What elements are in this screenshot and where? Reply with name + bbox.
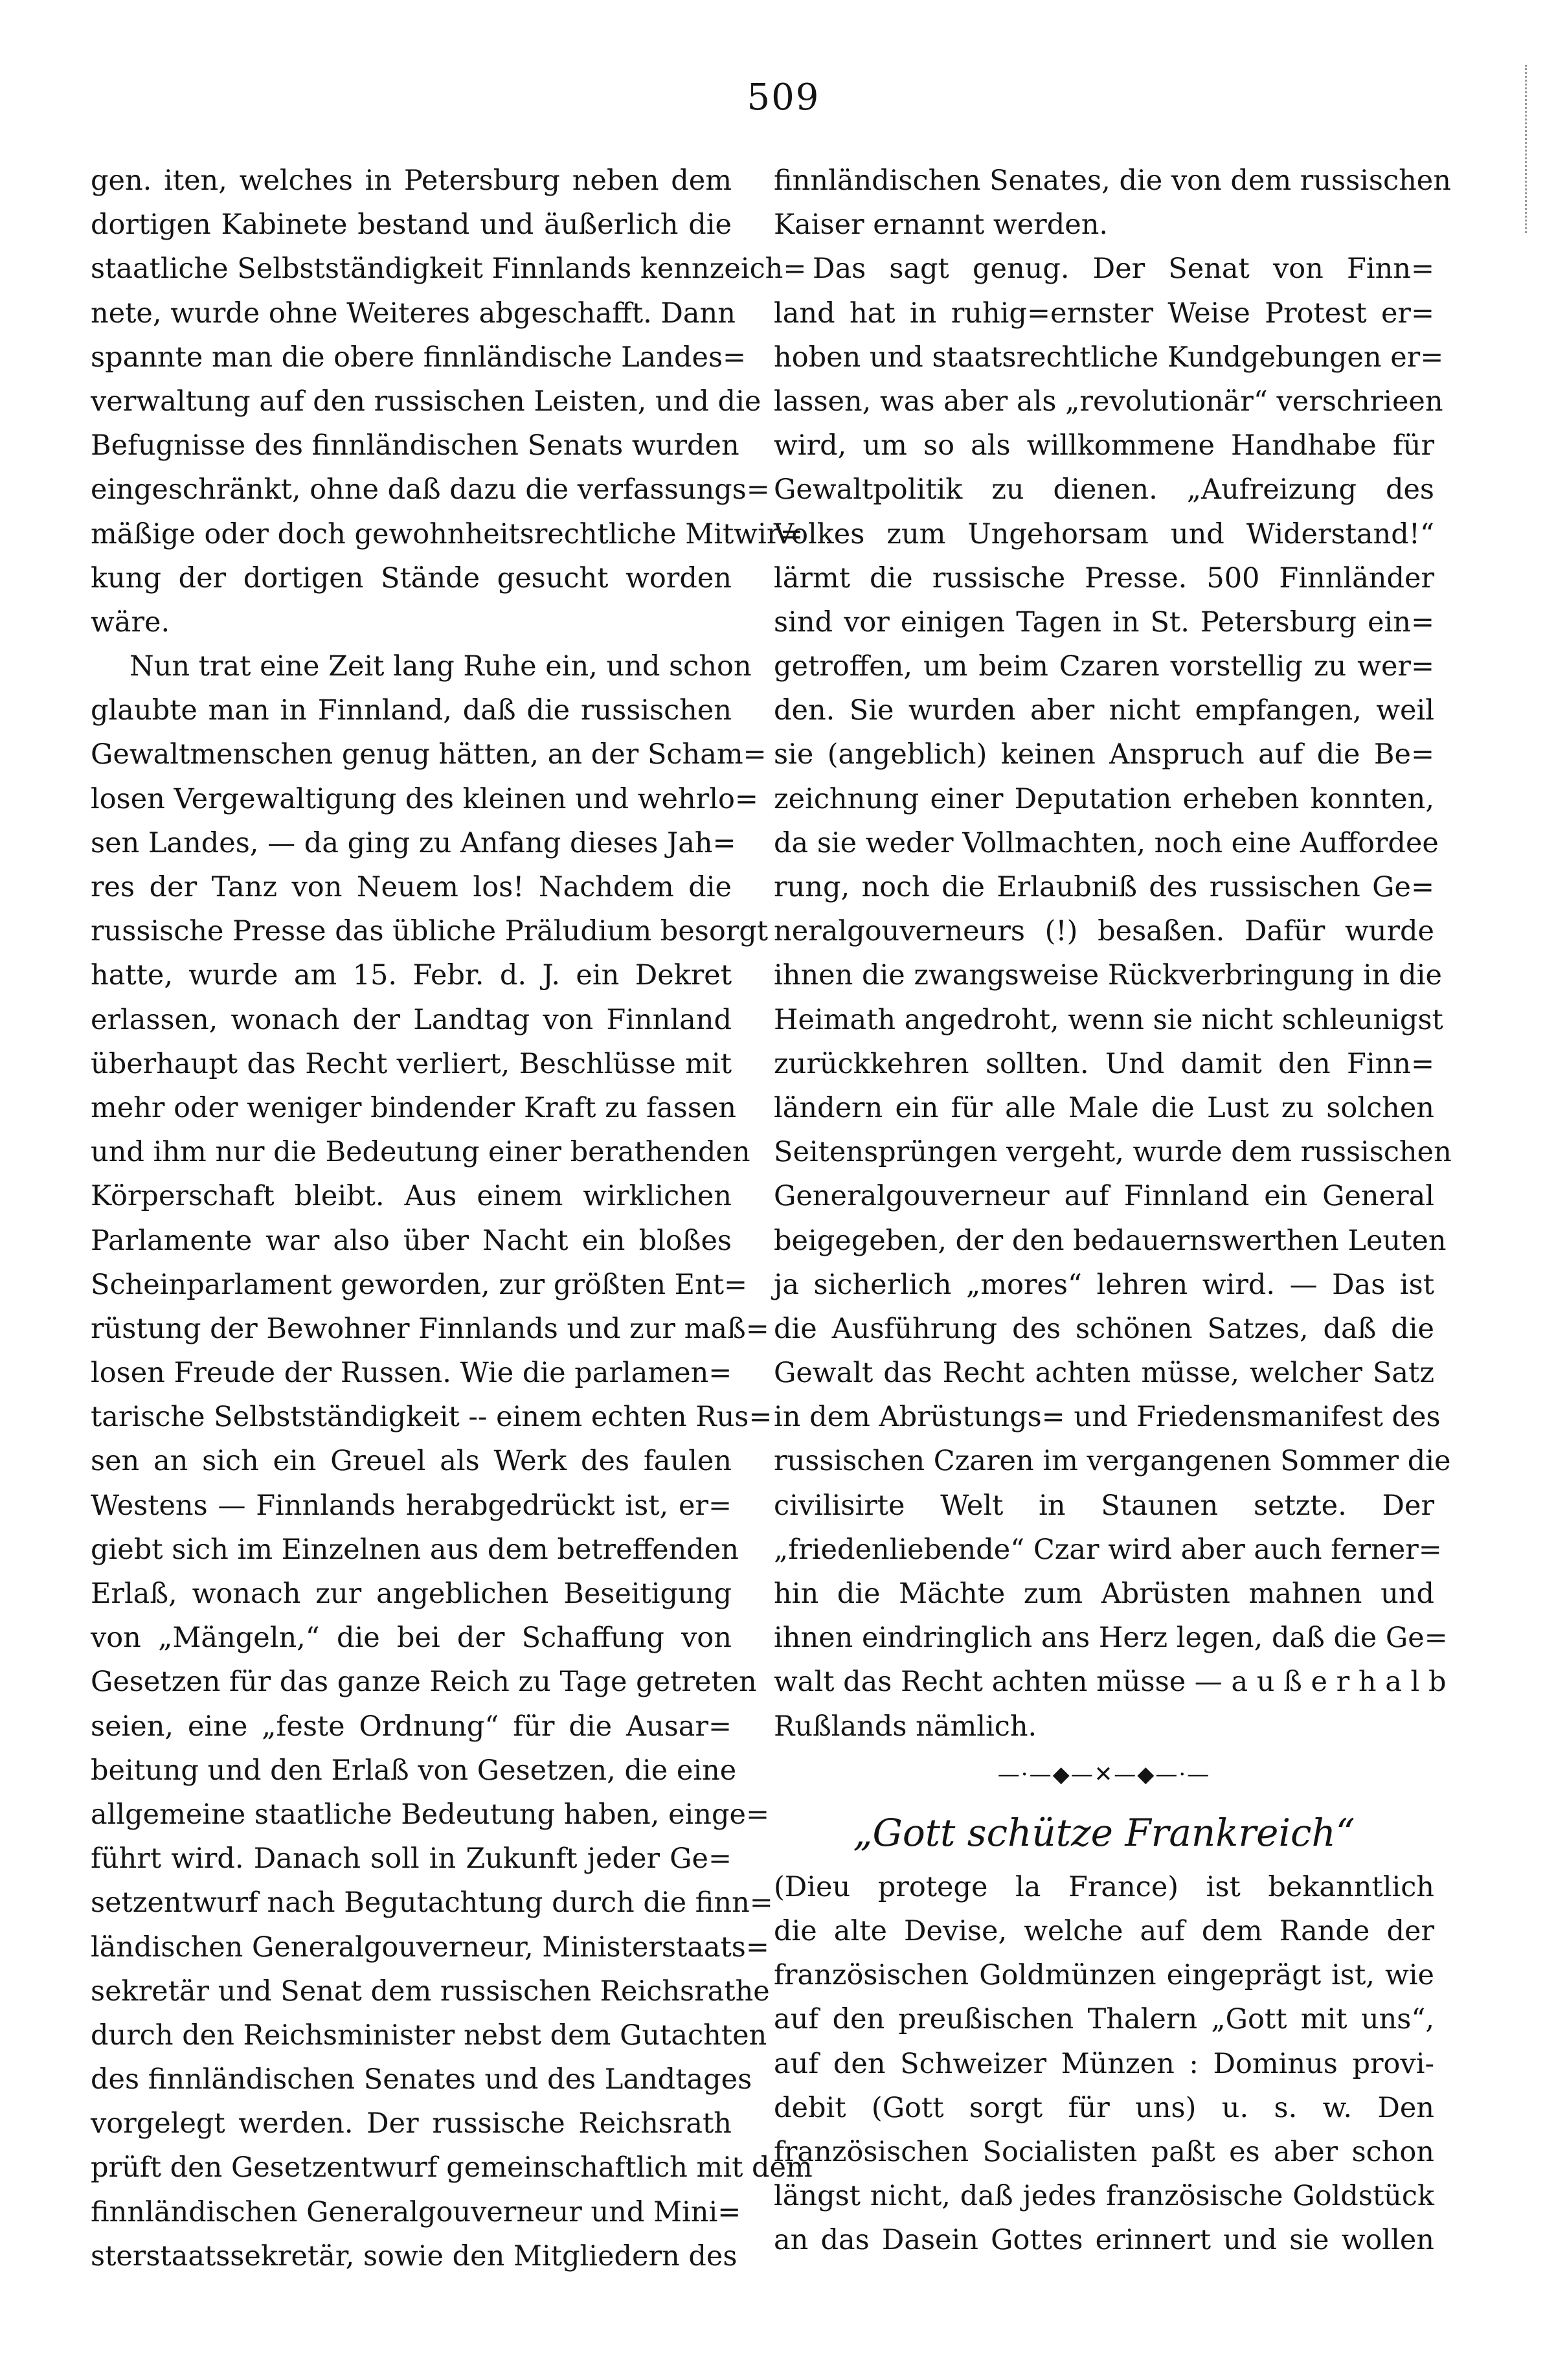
text-line: vorgelegt werden. Der russische Reichsrath bbox=[91, 2107, 732, 2140]
text-line: Parlamente war also über Nacht ein bloßes bbox=[91, 1224, 732, 1257]
text-line: durch den Reichsminister nebst dem Gutachten bbox=[91, 2019, 767, 2052]
text-line: Befugnisse des finnländischen Senats wurden bbox=[91, 429, 739, 462]
text-line: Kaiser ernannt werden. bbox=[774, 209, 1109, 242]
text-line: die Ausführung des schönen Satzes, daß die bbox=[774, 1312, 1434, 1345]
text-line: neralgouverneurs (!) besaßen. Dafür wurde bbox=[774, 915, 1434, 948]
text-line: Rußlands nämlich. bbox=[774, 1710, 1037, 1743]
text-line: Das sagt genug. Der Senat von Finn= bbox=[813, 253, 1434, 286]
text-line: den. Sie wurden aber nicht empfangen, weil bbox=[774, 694, 1434, 727]
text-line: spannte man die obere finnländische Landes= bbox=[91, 341, 747, 374]
text-line: und ihm nur die Bedeutung einer berathenden bbox=[91, 1136, 750, 1169]
text-line: ja sicherlich „mores“ lehren wird. — Das ist bbox=[774, 1268, 1434, 1301]
right-column-body-after bbox=[774, 1865, 1434, 2263]
text-line: des finnländischen Senates und des Landtages bbox=[91, 2063, 752, 2096]
text-line: da sie weder Vollmachten, noch eine Auffordee bbox=[774, 826, 1439, 859]
text-line: Heimath angedroht, wenn sie nicht schleunigst bbox=[774, 1003, 1443, 1036]
text-line: (Dieu protege la France) ist bekanntlich bbox=[774, 1870, 1434, 1903]
text-line: Erlaß, wonach zur angeblichen Beseitigung bbox=[91, 1578, 732, 1610]
section-divider-ornament: —·—◆—✕—◆—·— bbox=[997, 1761, 1211, 1787]
text-line: auf den preußischen Thalern „Gott mit uns“, bbox=[774, 2003, 1434, 2036]
text-line: kung der dortigen Stände gesucht worden bbox=[91, 561, 732, 595]
text-line: Volkes zum Ungehorsam und Widerstand!“ bbox=[774, 517, 1434, 550]
text-line: französischen Goldmünzen eingeprägt ist, wie bbox=[774, 1959, 1434, 1992]
text-line: Gesetzen für das ganze Reich zu Tage getreten bbox=[91, 1666, 757, 1699]
text-line: wäre. bbox=[91, 606, 170, 639]
text-line: sen Landes, — da ging zu Anfang dieses Jah= bbox=[91, 826, 736, 859]
text-line: sterstaatssekretär, sowie den Mitgliedern des bbox=[91, 2239, 738, 2272]
text-line: Scheinparlament geworden, zur größten Ent= bbox=[91, 1268, 748, 1301]
text-line: sie (angeblich) keinen Anspruch auf die Be= bbox=[774, 738, 1434, 771]
text-line: Gewaltpolitik zu dienen. „Aufreizung des bbox=[774, 473, 1434, 506]
text-line: rüstung der Bewohner Finnlands und zur maß= bbox=[91, 1312, 769, 1345]
text-line: finnländischen Generalgouverneur und Mini= bbox=[91, 2195, 741, 2228]
text-line: getroffen, um beim Czaren vorstellig zu wer= bbox=[774, 650, 1434, 683]
page-number: 509 bbox=[747, 76, 820, 119]
text-line: prüft den Gesetzentwurf gemeinschaftlich mit dem bbox=[91, 2151, 813, 2184]
text-line: von „Mängeln,“ die bei der Schaffung von bbox=[91, 1622, 732, 1655]
text-line: an das Dasein Gottes erinnert und sie wollen bbox=[774, 2224, 1434, 2257]
text-line: ihnen die zwangsweise Rückverbringung in die bbox=[774, 959, 1442, 992]
text-line: sind vor einigen Tagen in St. Petersburg ein= bbox=[774, 606, 1434, 639]
margin-marks bbox=[1525, 65, 1529, 233]
text-line: Nun trat eine Zeit lang Ruhe ein, und schon bbox=[130, 650, 752, 683]
text-line: zeichnung einer Deputation erheben konnten, bbox=[774, 782, 1434, 815]
text-line: res der Tanz von Neuem los! Nachdem die bbox=[91, 871, 732, 903]
text-line: beigegeben, der den bedauernswerthen Leuten bbox=[774, 1224, 1447, 1257]
text-line: russischen Czaren im vergangenen Sommer die bbox=[774, 1445, 1451, 1478]
text-line: russische Presse das übliche Präludium besorgt bbox=[91, 915, 769, 948]
text-line: debit (Gott sorgt für uns) u. s. w. Den bbox=[774, 2091, 1434, 2124]
text-line: hin die Mächte zum Abrüsten mahnen und bbox=[774, 1578, 1434, 1610]
text-line: sen an sich ein Greuel als Werk des faulen bbox=[91, 1445, 732, 1478]
text-line: eingeschränkt, ohne daß dazu die verfassungs= bbox=[91, 473, 770, 506]
text-line: wird, um so als willkommene Handhabe für bbox=[774, 429, 1434, 462]
text-line: französischen Socialisten paßt es aber schon bbox=[774, 2135, 1434, 2168]
text-line: Seitensprüngen vergeht, wurde dem russischen bbox=[774, 1136, 1452, 1169]
text-line: seien, eine „feste Ordnung“ für die Ausar= bbox=[91, 1710, 732, 1743]
text-line: Generalgouverneur auf Finnland ein General bbox=[774, 1180, 1434, 1213]
text-line: glaubte man in Finnland, daß die russischen bbox=[91, 694, 732, 727]
text-line: auf den Schweizer Münzen : Dominus provi- bbox=[774, 2047, 1434, 2080]
text-line: überhaupt das Recht verliert, Beschlüsse mit bbox=[91, 1047, 732, 1080]
text-line: nete, wurde ohne Weiteres abgeschafft. Dann bbox=[91, 297, 736, 330]
text-line: civilisirte Welt in Staunen setzte. Der bbox=[774, 1489, 1434, 1522]
text-line: ländischen Generalgouverneur, Ministerstaats= bbox=[91, 1931, 769, 1964]
text-line: lärmt die russische Presse. 500 Finnländer bbox=[774, 561, 1434, 595]
text-line: Westens — Finnlands herabgedrückt ist, er= bbox=[91, 1489, 732, 1522]
text-line: lassen, was aber als „revolutionär“ verschrieen bbox=[774, 385, 1443, 418]
text-line: beitung und den Erlaß von Gesetzen, die eine bbox=[91, 1754, 737, 1787]
text-line: sekretär und Senat dem russischen Reichsrathe bbox=[91, 1975, 770, 2008]
text-line: losen Vergewaltigung des kleinen und wehrlo= bbox=[91, 782, 758, 815]
text-line: ihnen eindringlich ans Herz legen, daß die Ge= bbox=[774, 1622, 1448, 1655]
text-line: losen Freude der Russen. Wie die parlamen= bbox=[91, 1357, 732, 1390]
text-line: staatliche Selbstständigkeit Finnlands kennzeich= bbox=[91, 253, 807, 286]
text-line: finnländischen Senates, die von dem russischen bbox=[774, 164, 1451, 197]
right-column-body-before bbox=[774, 159, 1452, 1749]
right-column bbox=[774, 159, 1452, 2262]
text-line: erlassen, wonach der Landtag von Finnland bbox=[91, 1003, 732, 1036]
text-line: führt wird. Danach soll in Zukunft jeder Ge= bbox=[91, 1842, 732, 1876]
text-line: rung, noch die Erlaubniß des russischen Ge= bbox=[774, 871, 1434, 903]
text-line: längst nicht, daß jedes französische Goldstück bbox=[774, 2180, 1434, 2213]
text-line: Gewalt das Recht achten müsse, welcher Satz bbox=[774, 1357, 1434, 1390]
text-line: mehr oder weniger bindender Kraft zu fassen bbox=[91, 1091, 736, 1124]
text-line: zurückkehren sollten. Und damit den Finn= bbox=[774, 1047, 1434, 1080]
text-line: gen. iten, welches in Petersburg neben dem bbox=[91, 164, 732, 197]
text-line: tarische Selbstständigkeit -- einem echten Rus= bbox=[91, 1401, 772, 1434]
text-line: hatte, wurde am 15. Febr. d. J. ein Dekret bbox=[91, 959, 732, 992]
text-line: hoben und staatsrechtliche Kundgebungen er= bbox=[774, 341, 1444, 374]
text-line: setzentwurf nach Begutachtung durch die finn= bbox=[91, 1887, 773, 1920]
text-line: land hat in ruhig=ernster Weise Protest er= bbox=[774, 297, 1434, 330]
text-line: ländern ein für alle Male die Lust zu solchen bbox=[774, 1091, 1434, 1124]
text-line: allgemeine staatliche Bedeutung haben, einge= bbox=[91, 1798, 769, 1831]
section-heading: „Gott schütze Frankreich“ bbox=[853, 1810, 1355, 1855]
text-line: die alte Devise, welche auf dem Rande der bbox=[774, 1914, 1434, 1947]
text-line: mäßige oder doch gewohnheitsrechtliche Mitwir= bbox=[91, 517, 804, 550]
text-line: Gewaltmenschen genug hätten, an der Scham= bbox=[91, 738, 767, 771]
left-column bbox=[91, 159, 813, 2278]
text-line: Körperschaft bleibt. Aus einem wirklichen bbox=[91, 1180, 732, 1213]
text-line: walt das Recht achten müsse — a u ß e r h a l b bbox=[774, 1666, 1447, 1699]
text-line: dortigen Kabinete bestand und äußerlich die bbox=[91, 209, 732, 242]
text-line: in dem Abrüstungs= und Friedensmanifest des bbox=[774, 1401, 1441, 1434]
text-line: „friedenliebende“ Czar wird aber auch ferner= bbox=[774, 1533, 1442, 1566]
text-line: giebt sich im Einzelnen aus dem betreffenden bbox=[91, 1533, 739, 1566]
text-line: verwaltung auf den russischen Leisten, und die bbox=[91, 385, 761, 418]
